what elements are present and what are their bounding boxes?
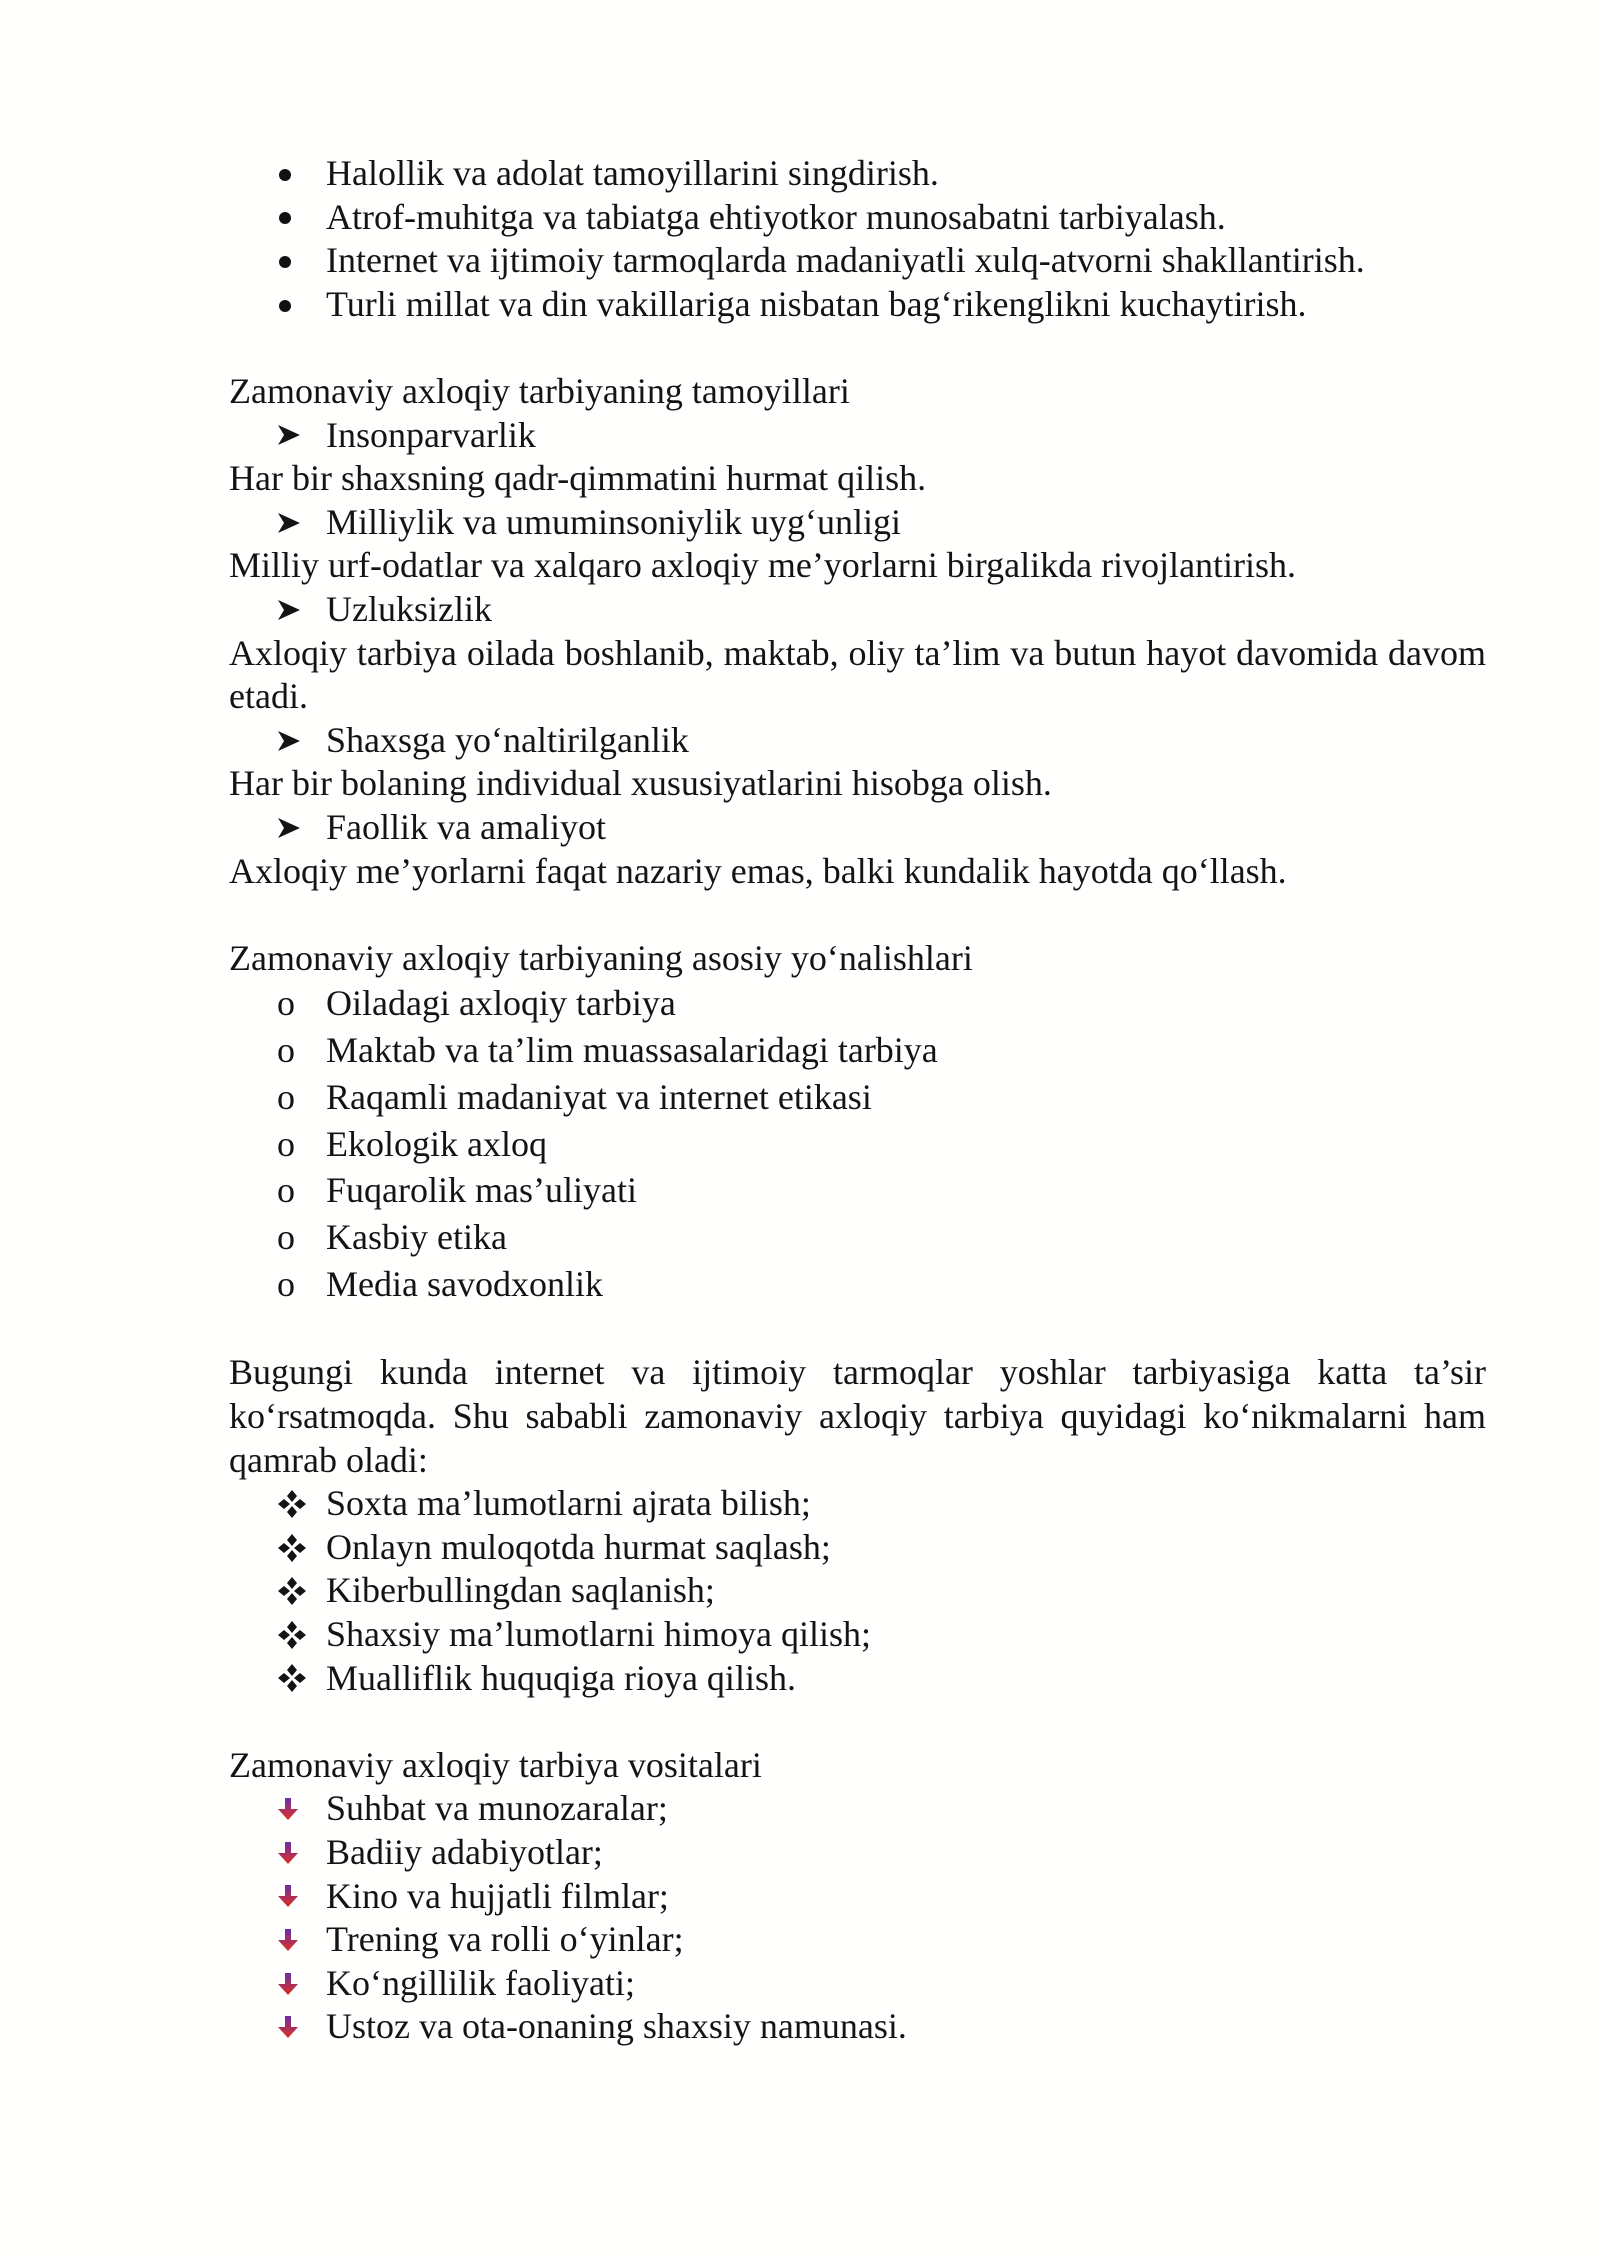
principle-item: [229, 501, 1486, 545]
down-arrow-bullet-icon: [277, 1918, 317, 1962]
list-item: Kino va hujjatli filmlar;: [229, 1875, 1486, 1919]
principle-text: Har bir bolaning individual xususiyatlarini hisobga olish.: [229, 763, 1052, 804]
circle-bullet-icon: o: [277, 1170, 295, 1211]
down-arrow-bullet-icon: [277, 1787, 317, 1831]
principle-item: [229, 414, 1486, 458]
list-item: Shaxsiy ma’lumotlarni himoya qilish;: [229, 1613, 1486, 1657]
down-arrow-bullet-icon: [277, 2005, 317, 2049]
list-item: Ko‘ngillilik faoliyati;: [229, 1962, 1486, 2006]
bullet-dot-icon: [277, 152, 317, 196]
directions-heading: Zamonaviy axloqiy tarbiyaning asosiy yo‘nalishlari: [229, 937, 973, 978]
circle-bullet-icon: o: [277, 1264, 295, 1305]
list-item: o Raqamli madaniyat va internet etikasi: [229, 1074, 1486, 1121]
list-item: Soxta ma’lumotlarni ajrata bilish;: [229, 1482, 1486, 1526]
circle-bullet-icon: o: [277, 1123, 295, 1164]
principle-text: Axloqiy me’yorlarni faqat nazariy emas, balki kundalik hayotda qo‘llash.: [229, 850, 1287, 891]
list-item: o Oiladagi axloqiy tarbiya: [229, 980, 1486, 1027]
principle-item: [229, 588, 1486, 632]
arrowhead-bullet-icon: [277, 719, 317, 763]
list-item: Kiberbullingdan saqlanish;: [229, 1569, 1486, 1613]
bullet-dot-icon: [277, 239, 317, 283]
list-item: Suhbat va munozaralar;: [229, 1787, 1486, 1831]
intro-bullet-list: [229, 152, 1486, 326]
principle-title: Shaxsga yo‘naltirilganlik: [229, 719, 1486, 763]
four-diamond-bullet-icon: [277, 1569, 317, 1613]
list-item: Internet va ijtimoiy tarmoqlarda madaniyatli xulq-atvorni shakllantirish.: [229, 239, 1486, 283]
circle-bullet-icon: o: [277, 1217, 295, 1258]
principle-title: Uzluksizlik: [229, 588, 1486, 632]
down-arrow-bullet-icon: [277, 1831, 317, 1875]
tools-heading: Zamonaviy axloqiy tarbiya vositalari: [229, 1744, 762, 1785]
skills-list: [229, 1482, 1486, 1700]
list-item: o Ekologik axloq: [229, 1121, 1486, 1168]
principle-item: [229, 806, 1486, 850]
arrowhead-bullet-icon: [277, 414, 317, 458]
principle-text: Axloqiy tarbiya oilada boshlanib, maktab, oliy ta’lim va butun hayot davomida davom etadi.: [229, 632, 1486, 717]
principle-title: Insonparvarlik: [229, 414, 1486, 458]
principles-heading: Zamonaviy axloqiy tarbiyaning tamoyillari: [229, 370, 850, 411]
principle-title: Faollik va amaliyot: [229, 806, 1486, 850]
list-item: o Kasbiy etika: [229, 1214, 1486, 1261]
circle-bullet-icon: o: [277, 1030, 295, 1071]
list-item: Onlayn muloqotda hurmat saqlash;: [229, 1526, 1486, 1570]
principle-text: Har bir shaxsning qadr-qimmatini hurmat qilish.: [229, 458, 927, 499]
circle-bullet-icon: o: [277, 1076, 295, 1117]
list-item: Badiiy adabiyotlar;: [229, 1831, 1486, 1875]
list-item: Ustoz va ota-onaning shaxsiy namunasi.: [229, 2005, 1486, 2049]
list-item: o Media savodxonlik: [229, 1261, 1486, 1308]
four-diamond-bullet-icon: [277, 1657, 317, 1701]
tools-list: [229, 1787, 1486, 2049]
list-item: o Fuqarolik mas’uliyati: [229, 1167, 1486, 1214]
bullet-dot-icon: [277, 283, 317, 327]
principle-title: Milliylik va umuminsoniylik uyg‘unligi: [229, 501, 1486, 545]
list-item: Trening va rolli o‘yinlar;: [229, 1918, 1486, 1962]
internet-paragraph: Bugungi kunda internet va ijtimoiy tarmoqlar yoshlar tarbiyasiga katta ta’sir ko‘rsatmoqda. Shu sababli zamonaviy axloqiy tarbiya quyidagi ko‘nikmalarni ham qamrab oladi:: [229, 1352, 1486, 1480]
list-item: Mualliflik huquqiga rioya qilish.: [229, 1657, 1486, 1701]
list-item: Turli millat va din vakillariga nisbatan bag‘rikenglikni kuchaytirish.: [229, 283, 1486, 327]
four-diamond-bullet-icon: [277, 1613, 317, 1657]
bullet-dot-icon: [277, 196, 317, 240]
circle-bullet-icon: o: [277, 983, 295, 1024]
arrowhead-bullet-icon: [277, 501, 317, 545]
down-arrow-bullet-icon: [277, 1875, 317, 1919]
list-item: Atrof-muhitga va tabiatga ehtiyotkor munosabatni tarbiyalash.: [229, 196, 1486, 240]
principle-item: [229, 719, 1486, 763]
principle-text: Milliy urf-odatlar va xalqaro axloqiy me’yorlarni birgalikda rivojlantirish.: [229, 545, 1297, 586]
list-item: o Maktab va ta’lim muassasalaridagi tarbiya: [229, 1027, 1486, 1074]
document-body: [229, 152, 1486, 2049]
arrowhead-bullet-icon: [277, 806, 317, 850]
list-item: Halollik va adolat tamoyillarini singdirish.: [229, 152, 1486, 196]
down-arrow-bullet-icon: [277, 1962, 317, 2006]
four-diamond-bullet-icon: [277, 1526, 317, 1570]
directions-list: [229, 980, 1486, 1308]
four-diamond-bullet-icon: [277, 1482, 317, 1526]
arrowhead-bullet-icon: [277, 588, 317, 632]
